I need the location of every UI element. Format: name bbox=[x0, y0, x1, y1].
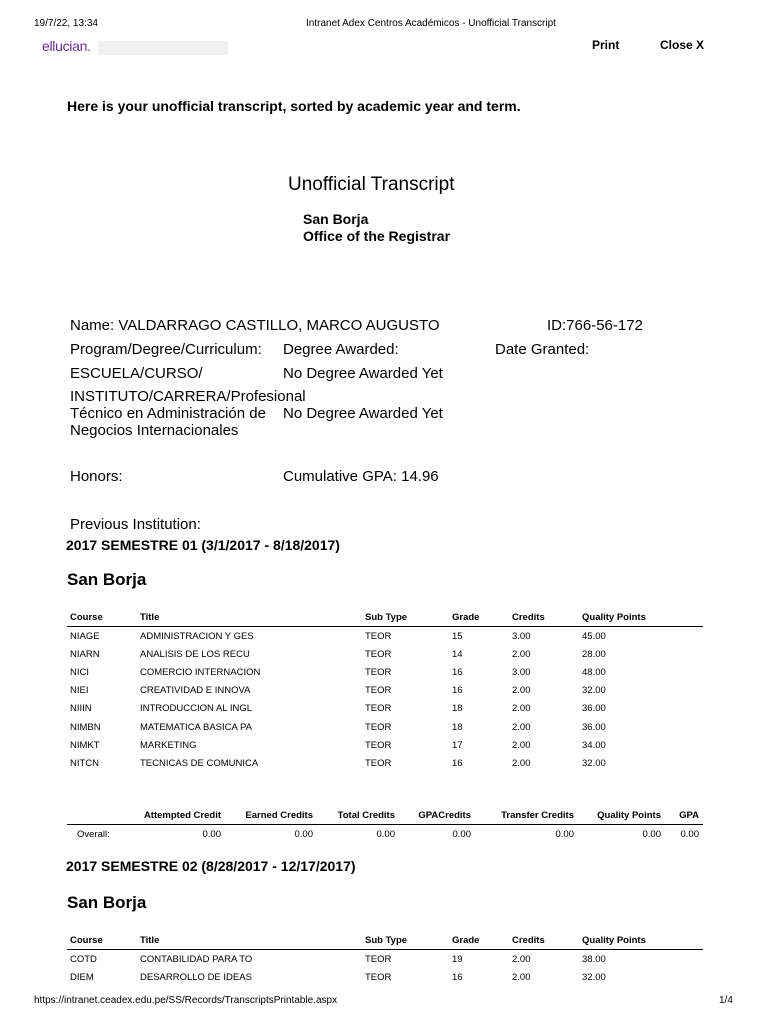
course-grade: 18 bbox=[452, 721, 463, 733]
course-grade: 16 bbox=[452, 971, 463, 983]
course-subtype: TEOR bbox=[365, 630, 392, 642]
intro-text: Here is your unofficial transcript, sorted by academic year and term. bbox=[67, 98, 521, 114]
courses-header-row bbox=[67, 608, 703, 627]
courses-table bbox=[67, 931, 703, 986]
course-credits: 2.00 bbox=[512, 685, 531, 697]
course-subtype: TEOR bbox=[365, 971, 392, 983]
course-credits: 2.00 bbox=[512, 953, 531, 965]
course-title: DESARROLLO DE IDEAS bbox=[140, 971, 252, 983]
course-subtype: TEOR bbox=[365, 757, 392, 769]
col-course: Course bbox=[67, 608, 137, 627]
totals-row bbox=[67, 825, 703, 844]
program-institute: INSTITUTO/CARRERA/Profesional bbox=[70, 388, 306, 405]
table-row bbox=[67, 682, 703, 700]
course-title: ANALISIS DE LOS RECU bbox=[140, 648, 250, 660]
table-row bbox=[67, 645, 703, 663]
term-campus: San Borja bbox=[67, 570, 147, 589]
page-title: Unofficial Transcript bbox=[288, 174, 455, 195]
course-title: CREATIVIDAD E INNOVA bbox=[140, 685, 251, 697]
table-row bbox=[67, 700, 703, 718]
course-credits: 2.00 bbox=[512, 648, 531, 660]
table-row bbox=[67, 736, 703, 754]
term-title: 2017 SEMESTRE 02 (8/28/2017 - 12/17/2017) bbox=[66, 858, 356, 874]
course-code: NIMBN bbox=[70, 721, 101, 733]
totals-table bbox=[67, 806, 703, 843]
course-code: NIMKT bbox=[70, 739, 100, 751]
course-grade: 15 bbox=[452, 630, 463, 642]
course-quality-points: 32.00 bbox=[582, 757, 606, 769]
col-title: Title bbox=[137, 931, 362, 950]
print-page-title: Intranet Adex Centros Académicos - Unofficial Transcript bbox=[306, 18, 556, 29]
course-subtype: TEOR bbox=[365, 739, 392, 751]
course-quality-points: 38.00 bbox=[582, 953, 606, 965]
col-title: Title bbox=[137, 608, 362, 627]
course-title: ADMINISTRACION Y GES bbox=[140, 630, 254, 642]
course-quality-points: 34.00 bbox=[582, 739, 606, 751]
table-row bbox=[67, 718, 703, 736]
col-quality-points: Quality Points bbox=[579, 931, 703, 950]
col-credits: Credits bbox=[509, 608, 579, 627]
course-grade: 14 bbox=[452, 648, 463, 660]
print-button[interactable]: Print bbox=[592, 38, 620, 52]
col-totals-quality-points: Quality Points bbox=[578, 806, 665, 825]
degree-status-2: No Degree Awarded Yet bbox=[283, 405, 443, 422]
course-grade: 16 bbox=[452, 666, 463, 678]
course-title: MATEMATICA BASICA PA bbox=[140, 721, 252, 733]
course-title: COMERCIO INTERNACION bbox=[140, 666, 261, 678]
course-code: COTD bbox=[70, 953, 97, 965]
institution-name: San Borja bbox=[303, 211, 369, 227]
course-code: NICI bbox=[70, 666, 89, 678]
course-code: NIEI bbox=[70, 685, 89, 697]
courses-table bbox=[67, 608, 703, 773]
course-credits: 2.00 bbox=[512, 971, 531, 983]
close-button[interactable]: Close X bbox=[660, 38, 705, 52]
student-name: Name: VALDARRAGO CASTILLO, MARCO AUGUSTO bbox=[70, 317, 440, 334]
table-row bbox=[67, 950, 703, 969]
col-earned-credits: Earned Credits bbox=[225, 806, 317, 825]
course-quality-points: 32.00 bbox=[582, 971, 606, 983]
course-subtype: TEOR bbox=[365, 648, 392, 660]
course-title: TECNICAS DE COMUNICA bbox=[140, 757, 259, 769]
table-row bbox=[67, 754, 703, 772]
term-title: 2017 SEMESTRE 01 (3/1/2017 - 8/18/2017) bbox=[66, 537, 340, 553]
degree-awarded-label: Degree Awarded: bbox=[283, 341, 399, 358]
course-grade: 17 bbox=[452, 739, 463, 751]
table-row bbox=[67, 968, 703, 986]
earned-credits-value: 0.00 bbox=[294, 828, 313, 840]
program-career: Técnico en Administración de bbox=[70, 405, 266, 422]
col-credits: Credits bbox=[509, 931, 579, 950]
honors-label: Honors: bbox=[70, 468, 123, 485]
course-grade: 18 bbox=[452, 703, 463, 715]
col-transfer-credits: Transfer Credits bbox=[475, 806, 578, 825]
course-code: NIARN bbox=[70, 648, 100, 660]
course-grade: 16 bbox=[452, 685, 463, 697]
col-attempted-credit: Attempted Credit bbox=[115, 806, 225, 825]
course-quality-points: 48.00 bbox=[582, 666, 606, 678]
gpa-value: 0.00 bbox=[680, 828, 699, 840]
degree-status: No Degree Awarded Yet bbox=[283, 365, 443, 382]
course-credits: 3.00 bbox=[512, 666, 531, 678]
course-subtype: TEOR bbox=[365, 953, 392, 965]
quality-points-value: 0.00 bbox=[642, 828, 661, 840]
course-title: MARKETING bbox=[140, 739, 197, 751]
course-subtype: TEOR bbox=[365, 685, 392, 697]
print-timestamp: 19/7/22, 13:34 bbox=[34, 18, 98, 29]
course-title: CONTABILIDAD PARA TO bbox=[140, 953, 253, 965]
col-total-credits: Total Credits bbox=[317, 806, 399, 825]
col-grade: Grade bbox=[449, 608, 509, 627]
table-row bbox=[67, 627, 703, 646]
logo-banner bbox=[98, 41, 228, 55]
course-subtype: TEOR bbox=[365, 721, 392, 733]
course-title: INTRODUCCION AL INGL bbox=[140, 703, 253, 715]
course-quality-points: 36.00 bbox=[582, 703, 606, 715]
student-id: ID:766-56-172 bbox=[547, 317, 643, 334]
course-code: NIAGE bbox=[70, 630, 100, 642]
course-quality-points: 32.00 bbox=[582, 685, 606, 697]
course-credits: 2.00 bbox=[512, 757, 531, 769]
col-quality-points: Quality Points bbox=[579, 608, 703, 627]
totals-header-row bbox=[67, 806, 703, 825]
course-credits: 2.00 bbox=[512, 703, 531, 715]
course-credits: 2.00 bbox=[512, 721, 531, 733]
program-career-cont: Negocios Internacionales bbox=[70, 422, 239, 439]
course-credits: 2.00 bbox=[512, 739, 531, 751]
col-grade: Grade bbox=[449, 931, 509, 950]
course-subtype: TEOR bbox=[365, 703, 392, 715]
course-code: NITCN bbox=[70, 757, 100, 769]
col-gpa-credits: GPACredits bbox=[399, 806, 475, 825]
print-url: https://intranet.ceadex.edu.pe/SS/Records/TranscriptsPrintable.aspx bbox=[34, 995, 338, 1006]
institution-block bbox=[303, 211, 450, 245]
gpa-credits-value: 0.00 bbox=[452, 828, 471, 840]
registrar-office: Office of the Registrar bbox=[303, 228, 451, 244]
total-credits-value: 0.00 bbox=[376, 828, 395, 840]
totals-col-blank bbox=[67, 806, 115, 825]
course-grade: 16 bbox=[452, 757, 463, 769]
program-school: ESCUELA/CURSO/ bbox=[70, 365, 203, 382]
table-row bbox=[67, 663, 703, 681]
col-gpa: GPA bbox=[665, 806, 703, 825]
term-campus: San Borja bbox=[67, 893, 147, 912]
course-credits: 3.00 bbox=[512, 630, 531, 642]
course-quality-points: 36.00 bbox=[582, 721, 606, 733]
col-subtype: Sub Type bbox=[362, 608, 449, 627]
col-course: Course bbox=[67, 931, 137, 950]
course-quality-points: 45.00 bbox=[582, 630, 606, 642]
course-subtype: TEOR bbox=[365, 666, 392, 678]
course-code: NIIIN bbox=[70, 703, 92, 715]
totals-label: Overall: bbox=[77, 828, 110, 840]
transfer-credits-value: 0.00 bbox=[555, 828, 574, 840]
course-grade: 19 bbox=[452, 953, 463, 965]
cumulative-gpa: Cumulative GPA: 14.96 bbox=[283, 468, 439, 485]
course-quality-points: 28.00 bbox=[582, 648, 606, 660]
course-code: DIEM bbox=[70, 971, 94, 983]
program-label: Program/Degree/Curriculum: bbox=[70, 341, 262, 358]
attempted-credit-value: 0.00 bbox=[202, 828, 221, 840]
col-subtype: Sub Type bbox=[362, 931, 449, 950]
date-granted-label: Date Granted: bbox=[495, 341, 590, 358]
print-page-count: 1/4 bbox=[719, 995, 733, 1006]
ellucian-logo: ellucian. bbox=[42, 38, 91, 54]
previous-institution-label: Previous Institution: bbox=[70, 516, 201, 533]
courses-header-row bbox=[67, 931, 703, 950]
